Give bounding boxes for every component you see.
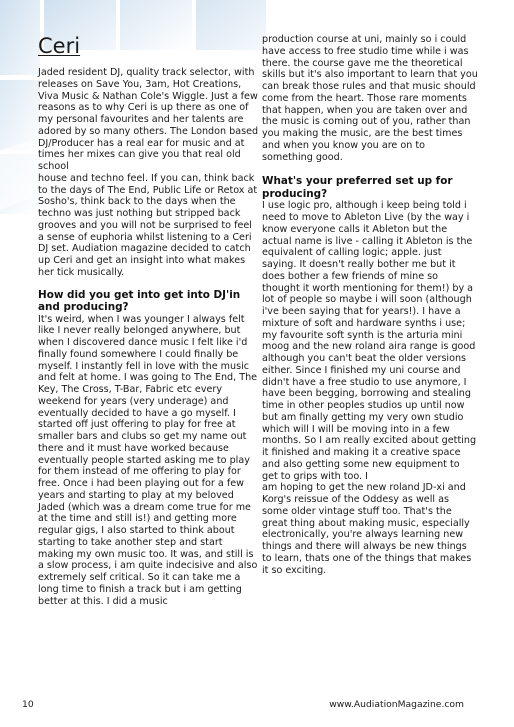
question-heading-1: How did you get into get into DJ'in and producing? bbox=[38, 288, 241, 313]
question-heading-2: What's your preferred set up for producing? bbox=[262, 175, 453, 200]
left-column bbox=[38, 33, 260, 607]
right-column bbox=[262, 34, 478, 576]
article-title: Ceri bbox=[38, 34, 81, 58]
answer-paragraph-2: I use logic pro, although i keep being told i need to move to Ableton Live (by the way i know everyone calls it Ableton but the actual name is live - calling it Ableton is the equivalent of calling logic; apple. just saying. It doesn't really bother me but it does bother a few friends of mine so thought it worth mentioning for them!) by a lot of people so maybe i will soon (although i've been saying that for years!). I have a mixture of soft and hardware synths i use; my favourite soft synth is the arturia mini moog and the new roland aira range is good although you can't beat the older versions either. Since I finished my uni course and didn't have a free studio to use anymore, I have been begging, borrowing and stealing time in other peoples studios up until now but am finally getting my very own studio which will I will be moving into in a few months. So I am really excited about getting it finished and making it a creative space and also getting some new equipment to get to grips with too. I bbox=[262, 200, 477, 482]
answer-paragraph-2-continued: am hoping to get the new roland JD-xi and Korg's reissue of the Oddesy as well as some older vintage stuff too. That's the great thing about making music, especially electronically, you're always learning new things and there will always be new things to learn, thats one of the things that makes it so exciting. bbox=[262, 482, 472, 576]
intro-paragraph: Jaded resident DJ, quality track selector, with releases on Save You, 3am, Hot Creations, Viva Music & Nathan Cole's Wiggle. Just a few reasons as to why Ceri is up there as one of my personal favourites and her talents are adored by so many others. The London based DJ/Producer has a real ear for music and at times her mixes can give you that real old school bbox=[38, 67, 259, 172]
answer-paragraph-1-continued: production course at uni, mainly so i could have access to free studio time while i was there. the course gave me the theoretical skills but it's also important to learn that you can break those rules and that music should come from the heart. Those rare moments that happen, when you are taken over and the music is coming out of you, rather than you making the music, are the best times and when you know you are on to something good. bbox=[262, 34, 478, 163]
page-number: 10 bbox=[22, 699, 34, 710]
website-url: www.AudiationMagazine.com bbox=[329, 699, 464, 710]
intro-paragraph-continued: house and techno feel. If you can, think back to the days of The End, Public Life or Retox at Sosho's, think back to the days when the techno was just nothing but stripped back grooves and you will not be surprised to feel a sense of euphoria whilst listening to a Ceri DJ set. Audiation magazine decided to catch up Ceri and get an insight into what makes her tick musically. bbox=[38, 172, 258, 278]
answer-paragraph-1: It's weird, when I was younger I always felt like I never really belonged anywhere, but when I discovered dance music I felt like i'd finally found somewhere I could finally be myself. I instantly fell in love with the music and felt at home. I was going to The End, The Key, The Cross, T-Bar, Fabric etc every weekend for years (very underage) and eventually decided to have a go myself. I started off just offering to play for free at smaller bars and clubs so get my name out there and it must have worked because eventually people started asking me to play for them instead of me offering to play for free. Once i had been playing out for a few years and starting to play at my beloved Jaded (which was a dream come true for me at the time and still is!) and getting more regular gigs, I also started to think about starting to take another step and start making my own music too. It was, and still is a slow process, i am quite indecisive and also extremely self critical. So it can take me a long time to finish a track but i am getting better at this. I did a music bbox=[38, 313, 258, 607]
